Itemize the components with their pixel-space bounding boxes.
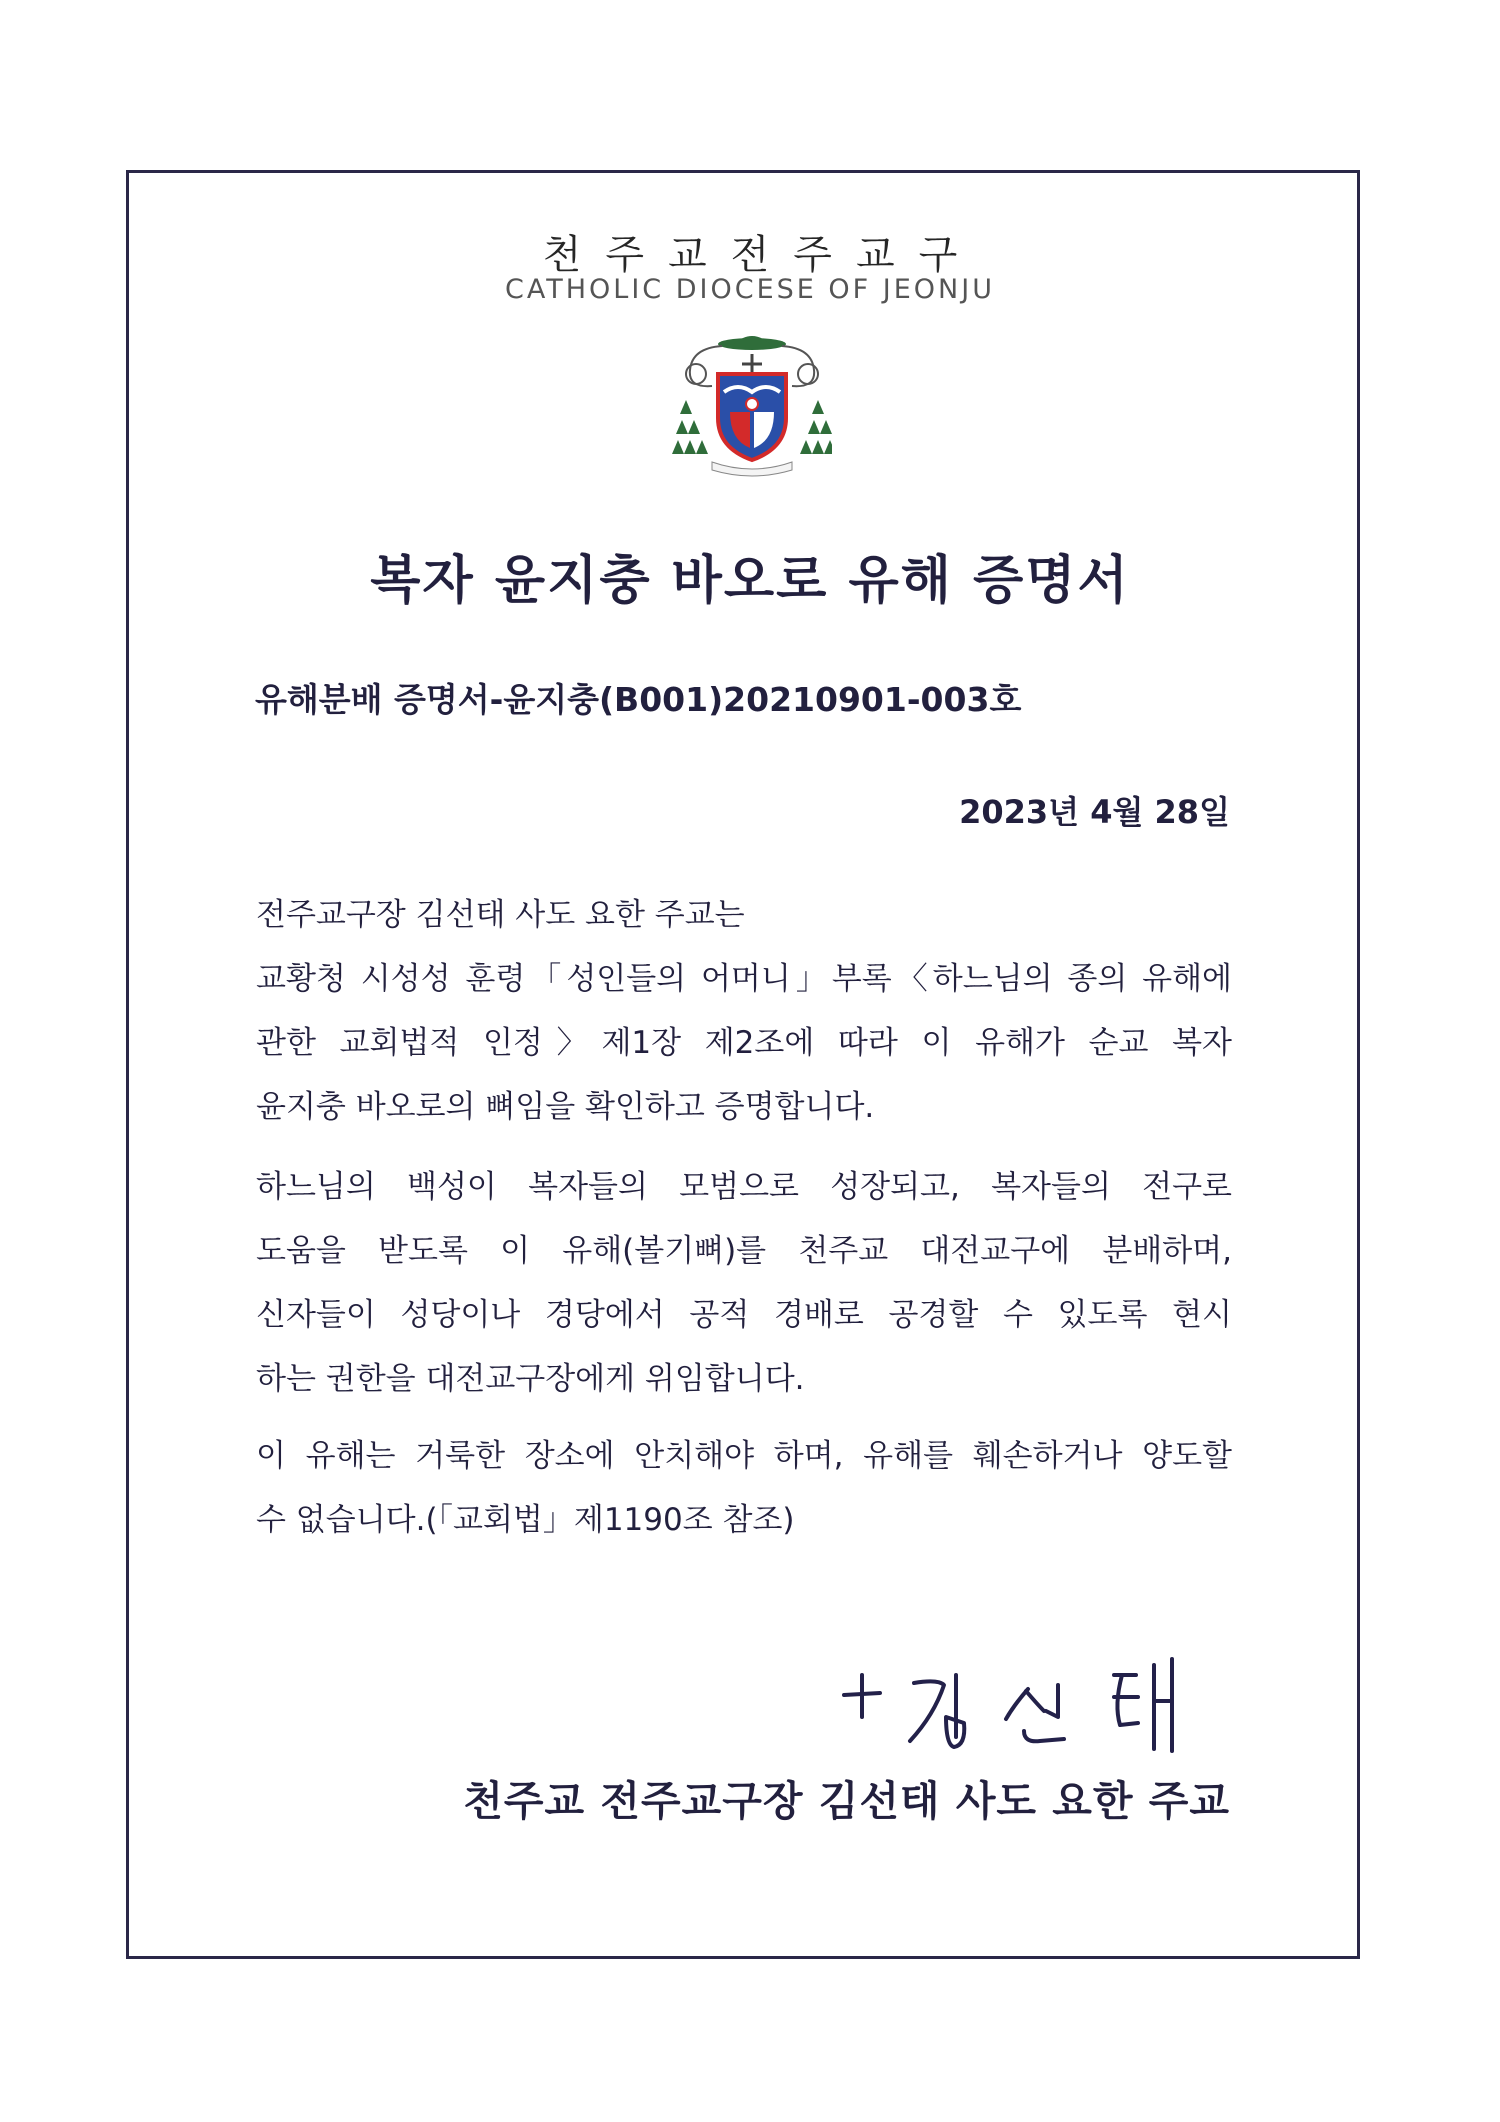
paragraph-line: 수 없습니다.(「교회법」제1190조 참조) (256, 1502, 795, 1538)
diocese-crest-icon (672, 330, 832, 480)
paragraph-line: 전주교구장 김선태 사도 요한 주교는 (256, 897, 745, 933)
paragraph-line: 관한 교회법적 인정〉제1장 제2조에 따라 이 유해가 순교 복자 (256, 1025, 1232, 1061)
handwritten-signature (838, 1645, 1208, 1755)
diocese-name-english: CATHOLIC DIOCESE OF JEONJU (505, 274, 995, 305)
paragraph-line: 이 유해는 거룩한 장소에 안치해야 하며, 유해를 훼손하거나 양도할 (256, 1438, 1232, 1474)
paragraph-line: 윤지충 바오로의 뼈임을 확인하고 증명합니다. (256, 1089, 875, 1125)
signer-name: 천주교 전주교구장 김선태 사도 요한 주교 (463, 1777, 1230, 1825)
paragraph-restriction (256, 1424, 1232, 1552)
paragraph-line: 도움을 받도록 이 유해(볼기뼈)를 천주교 대전교구에 분배하며, (256, 1233, 1232, 1269)
issue-date: 2023년 4월 28일 (959, 793, 1230, 831)
paragraph-line: 교황청 시성성 훈령「성인들의 어머니」부록〈하느님의 종의 유해에 (256, 961, 1232, 997)
document-title: 복자 윤지충 바오로 유해 증명서 (370, 551, 1130, 611)
paragraph-certification (256, 883, 1232, 1139)
paragraph-distribution (256, 1155, 1232, 1411)
paragraph-line: 신자들이 성당이나 경당에서 공적 경배로 공경할 수 있도록 현시 (256, 1297, 1232, 1333)
paragraph-line: 하는 권한을 대전교구장에게 위임합니다. (256, 1361, 805, 1397)
paragraph-line: 하느님의 백성이 복자들의 모범으로 성장되고, 복자들의 전구로 (256, 1169, 1232, 1205)
diocese-name-korean: 천주교전주교구 (542, 232, 982, 278)
certificate-number: 유해분배 증명서-윤지충(B001)20210901-003호 (255, 680, 1022, 719)
